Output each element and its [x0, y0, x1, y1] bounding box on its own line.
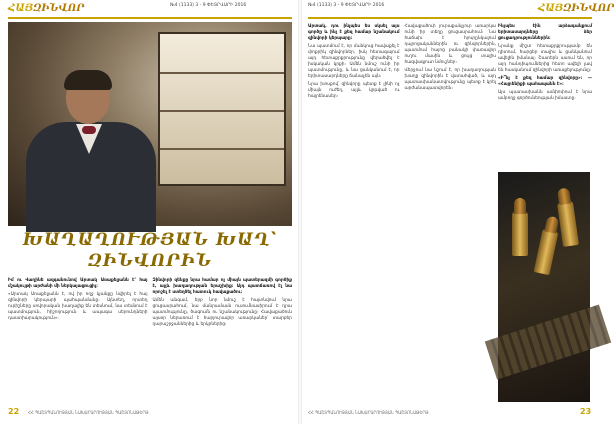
- page-gutter: [298, 0, 302, 424]
- right-column-3: Ինչպես էին արձագանքում երիտասարդները ձեր ցուցադրություններին։ Նրանք միշտ հետաքրքրությամբ են դիտում, հարցեր տալիս և ցանկանում ավելին իմանալ։ Շատերն ասում են, որ այդ հանդիպումներից հետո ավելի լավ են հասկանում զինվորի առաքելությունը։ «Ի՞նչ է քեզ համար զինվորը»։ — «Հայրենիքի պահապանն է»։ Այս պատասխանն ամփոփում է նրա ամբողջ գործունեության իմաստը։: [498, 24, 592, 101]
- left-column-2: Զինվորի զենքը նրա համար ոչ միայն պատերազմի գործիք է, այլև խաղաղության երաշխիք։ Այդ պատճառով էլ նա որոշել է ստեղծել հատուկ հավաքածու։ Ամեն անգամ, երբ նոր նմուշ է հայտնվում նրա ցուցասրահում, նա մանրամասն ուսումնասիրում է դրա պատմությունը, ծագումն ու նշանակությունը։ Հավաքածուն այսօր ներառում է հարյուրավոր առարկաներ՝ տարբեր դարաշրջաններից և երկրներից։: [152, 278, 292, 327]
- magazine-logo: ՀԱՅԶԻՆՎՈՐ: [8, 3, 85, 14]
- magazine-logo-right: ՀԱՅԶԻՆՎՈՐ: [538, 3, 614, 14]
- cartridges-photo: [498, 172, 590, 402]
- article-title: ԽԱՂԱՂՈՒԹՅԱՆ ԽԱՂ՝ ԶԻՆՎՈՐԻՆ: [22, 230, 278, 271]
- page-number-right: 23: [580, 407, 592, 416]
- cartridge: [557, 201, 579, 247]
- issue-info-right: №4 (1133) 3 - 9 ՓԵՏՐՎԱՐԻ 2016: [308, 3, 385, 8]
- display-case: [158, 32, 286, 186]
- ammo-belt: [485, 304, 611, 379]
- cartridge: [534, 229, 559, 275]
- left-page: [0, 0, 300, 424]
- footer-left: ՀՀ ՊԱՇՏՊԱՆՈՒԹՅԱՆ ՆԱԽԱՐԱՐՈՒԹՅԱՆ ՊԱՇՏՈՆԱԹԵՐԹ: [28, 410, 149, 415]
- header-rule: [8, 17, 292, 19]
- left-column-1: Իմ ու Վաղինե ազգանունով Արտակ Առաքելյանն է՝ հայ մշակույթի արժանի մի ներկայացուցիչ։ «Արտակ Առաքելյանն է, ով իր ողջ կյանքը նվիրել է հայ զինվորի կերպարի պահպանմանը։ Այնտեղ, որտեղ ուրիշները սովորական խաղալիք են տեսնում, նա տեսնում է պատմություն, հիշողություն և ապագա սերունդների դաստիարակություն»։: [8, 278, 148, 321]
- right-column-1: Արտակ, դու ինչպես ես սկսել այս գործը և ինչ է քեզ համար նշանակում զինվորի կերպարը։ Նա պատմում է, որ մանկուց հավաքել է փոքրիկ զինվորներ, իսկ հետագայում այդ հետաքրքրությունը վերածվել է իսկական կրքի։ Ամեն նմուշ ունի իր պատմությունը, և նա ցանկանում է, որ երիտասարդները ճանաչեն այն։ Նրա խոսքով՝ զինվորը պետք է լինի ոչ միայն ուժեղ, այլև կրթված ու հայրենասեր։: [308, 24, 400, 99]
- header-rule-right: [308, 17, 592, 19]
- cartridge: [512, 212, 528, 256]
- footer-right: ՀՀ ՊԱՇՏՊԱՆՈՒԹՅԱՆ ՆԱԽԱՐԱՐՈՒԹՅԱՆ ՊԱՇՏՈՆԱԹԵՐԹ: [308, 410, 429, 415]
- page-number-left: 22: [8, 407, 20, 416]
- right-column-2: Հավաքածուի յուրաքանչյուր առարկա ունի իր տեղը ցուցասրահում։ Նա հաճախ է հյուրընկալում դպրոցականներին ու զինվորներին, պատմում հայոց բանակի փառավոր ուղու մասին և ցույց տալիս հազվագյուտ նմուշներ։ Վերջում նա նշում է, որ խաղաղության խաղը զինվորին է վստահված, և այդ պատասխանատվությունը պետք է կրել արժանապատվորեն։: [404, 24, 496, 91]
- portrait-photo: [8, 22, 292, 226]
- right-column-3-wrap: [498, 24, 592, 170]
- man-figure: [26, 72, 166, 226]
- right-text-columns: [308, 24, 496, 402]
- left-text-columns: [8, 278, 292, 404]
- right-page: [300, 0, 614, 424]
- issue-info: №4 (1133) 3 - 9 ՓԵՏՐՎԱՐԻ 2016: [170, 3, 247, 8]
- bow-tie: [82, 126, 96, 134]
